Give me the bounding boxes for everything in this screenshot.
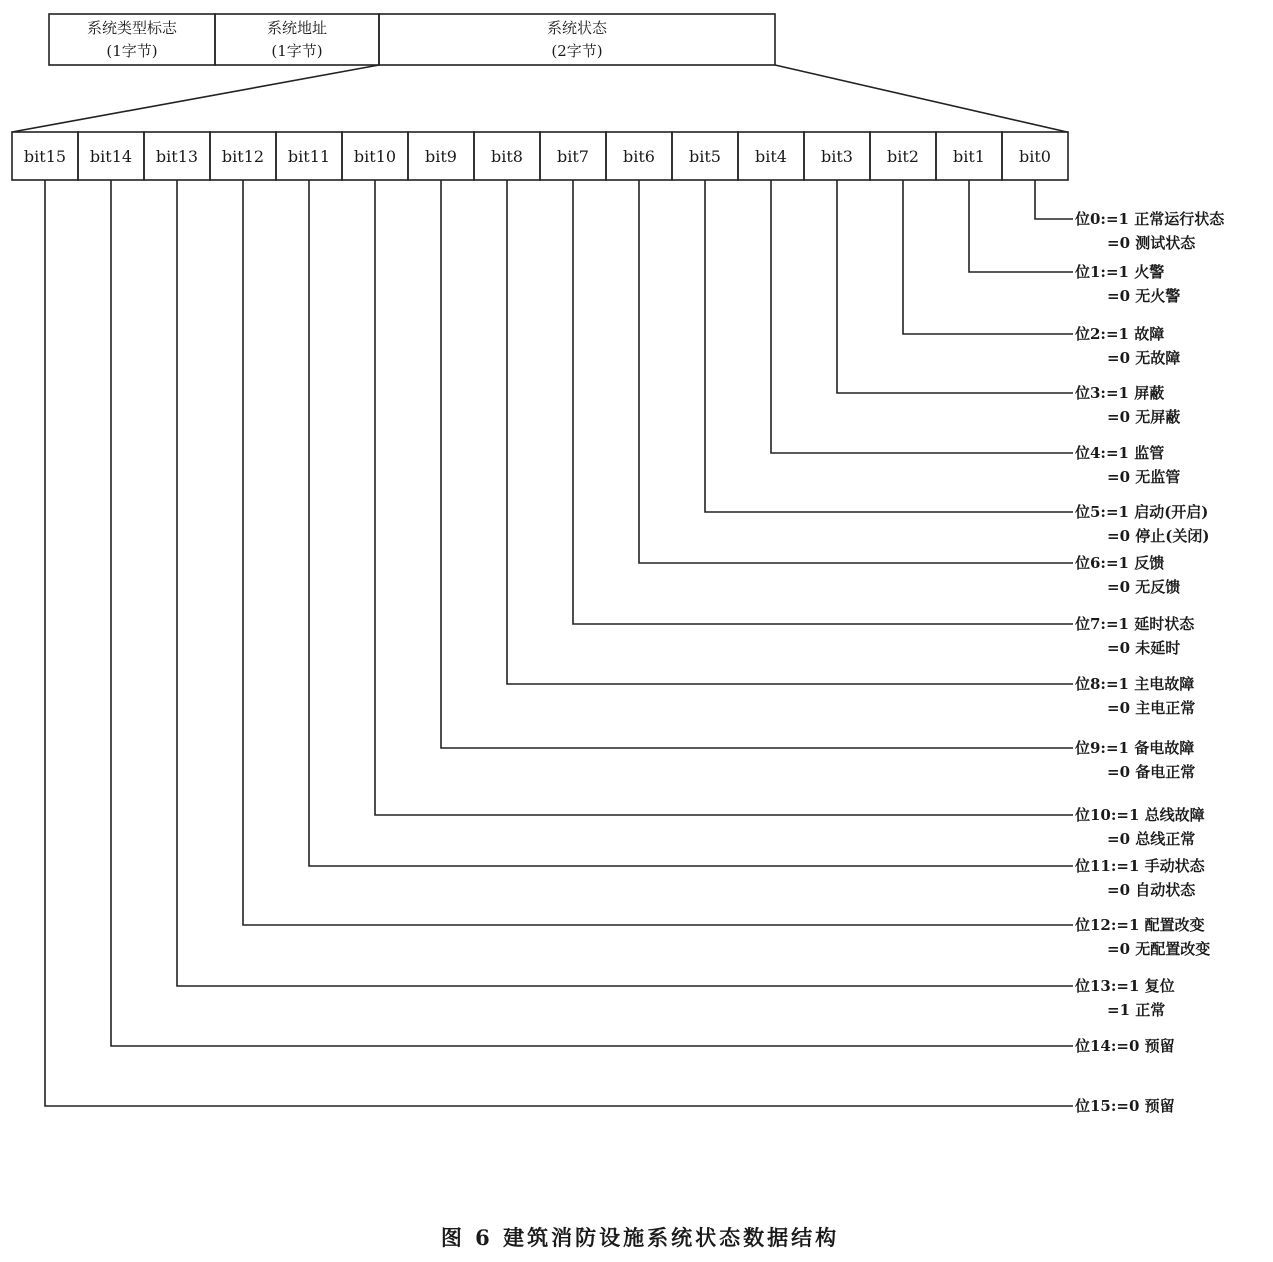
leader-line-bit7 <box>573 180 1073 624</box>
annotation-bit2-clear: =0 无故障 <box>1107 349 1181 367</box>
annotation-bit5-clear: =0 停止(关闭) <box>1107 527 1210 545</box>
field-type-flag-name: 系统类型标志 <box>86 19 178 37</box>
bit-label-bit2: bit2 <box>887 147 919 166</box>
annotation-bit0-set: 位0:=1 正常运行状态 <box>1075 210 1225 228</box>
annotation-bit4-clear: =0 无监管 <box>1107 468 1181 486</box>
leader-line-bit2 <box>903 180 1073 334</box>
annotation-bit13-clear: =1 正常 <box>1107 1001 1166 1019</box>
annotation-bit5-set: 位5:=1 启动(开启) <box>1075 503 1209 521</box>
annotation-bit14-set: 位14:=0 预留 <box>1075 1037 1175 1055</box>
annotation-bit8-clear: =0 主电正常 <box>1107 699 1196 717</box>
leader-line-bit6 <box>639 180 1073 563</box>
bit-label-bit15: bit15 <box>23 147 67 166</box>
frame-header <box>49 14 775 65</box>
bit-row <box>12 132 1068 180</box>
annotation-bit7-clear: =0 未延时 <box>1107 639 1181 657</box>
leader-line-bit0 <box>1035 180 1073 219</box>
bit-label-bit14: bit14 <box>89 147 133 166</box>
leader-line-bit8 <box>507 180 1073 684</box>
leader-lines <box>45 180 1073 1106</box>
annotation-bit0-clear: =0 测试状态 <box>1107 234 1196 252</box>
annotation-bit10-set: 位10:=1 总线故障 <box>1075 806 1205 824</box>
annotation-bit12-clear: =0 无配置改变 <box>1107 940 1211 958</box>
bit-label-bit6: bit6 <box>623 147 655 166</box>
annotation-bit1-clear: =0 无火警 <box>1107 287 1181 305</box>
leader-line-bit9 <box>441 180 1073 748</box>
annotation-bit11-clear: =0 自动状态 <box>1107 881 1196 899</box>
annotation-bit2-set: 位2:=1 故障 <box>1075 325 1165 343</box>
annotation-bit9-clear: =0 备电正常 <box>1107 763 1196 781</box>
leader-line-bit14 <box>111 180 1073 1046</box>
leader-line-bit1 <box>969 180 1073 272</box>
leader-line-bit4 <box>771 180 1073 453</box>
bit-label-bit3: bit3 <box>821 147 853 166</box>
annotation-bit3-clear: =0 无屏蔽 <box>1107 408 1181 426</box>
bit-label-bit4: bit4 <box>755 147 787 166</box>
bit-annotations <box>1074 210 1225 1115</box>
annotation-bit4-set: 位4:=1 监管 <box>1075 444 1165 462</box>
bit-label-bit9: bit9 <box>425 147 457 166</box>
annotation-bit15-set: 位15:=0 预留 <box>1075 1097 1175 1115</box>
field-address-name: 系统地址 <box>266 19 328 37</box>
leader-line-bit11 <box>309 180 1073 866</box>
field-type-flag-size: (1字节) <box>106 42 158 60</box>
bit-label-bit13: bit13 <box>155 147 199 166</box>
annotation-bit11-set: 位11:=1 手动状态 <box>1075 857 1205 875</box>
leader-line-bit5 <box>705 180 1073 512</box>
bit-label-bit5: bit5 <box>689 147 721 166</box>
expand-line-right <box>775 65 1067 132</box>
annotation-bit3-set: 位3:=1 屏蔽 <box>1075 384 1165 402</box>
field-address-size: (1字节) <box>271 42 323 60</box>
annotation-bit10-clear: =0 总线正常 <box>1107 830 1196 848</box>
leader-line-bit15 <box>45 180 1073 1106</box>
leader-line-bit3 <box>837 180 1073 393</box>
annotation-bit6-clear: =0 无反馈 <box>1107 578 1181 596</box>
bit-label-bit12: bit12 <box>221 147 265 166</box>
field-status-name: 系统状态 <box>546 19 608 37</box>
figure-caption: 图 6 建筑消防设施系统状态数据结构 <box>440 1225 840 1250</box>
expand-line-left <box>12 65 379 132</box>
leader-line-bit12 <box>243 180 1073 925</box>
bit-label-bit7: bit7 <box>557 147 589 166</box>
bit-label-bit0: bit0 <box>1019 147 1051 166</box>
field-status-size: (2字节) <box>551 42 603 60</box>
leader-line-bit13 <box>177 180 1073 986</box>
annotation-bit9-set: 位9:=1 备电故障 <box>1075 739 1195 757</box>
annotation-bit8-set: 位8:=1 主电故障 <box>1075 675 1195 693</box>
bit-label-bit8: bit8 <box>491 147 523 166</box>
bit-label-bit1: bit1 <box>953 147 985 166</box>
annotation-bit6-set: 位6:=1 反馈 <box>1075 554 1165 572</box>
bit-label-bit10: bit10 <box>353 147 397 166</box>
leader-line-bit10 <box>375 180 1073 815</box>
annotation-bit13-set: 位13:=1 复位 <box>1075 977 1175 995</box>
bit-label-bit11: bit11 <box>287 147 331 166</box>
annotation-bit12-set: 位12:=1 配置改变 <box>1075 916 1205 934</box>
annotation-bit1-set: 位1:=1 火警 <box>1075 263 1165 281</box>
annotation-bit7-set: 位7:=1 延时状态 <box>1075 615 1195 633</box>
